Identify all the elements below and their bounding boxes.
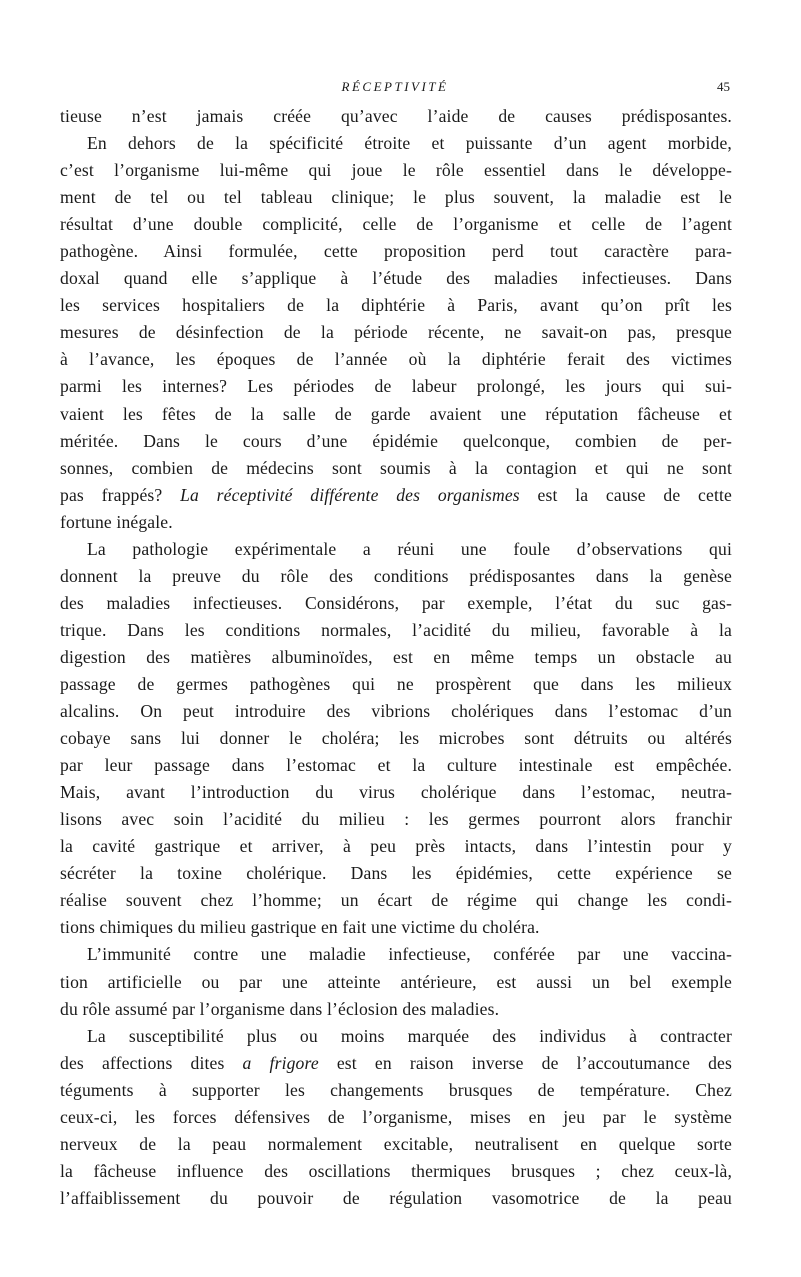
- text-line: c’est l’organisme lui-même qui joue le rôle essentiel dans le développe-: [60, 160, 732, 181]
- text-line: des maladies infectieuses. Considérons, par exemple, l’état du suc gas-: [60, 592, 732, 613]
- text-line: tion artificielle ou par une atteinte antérieure, est aussi un bel exemple: [60, 971, 732, 992]
- text-line: à l’avance, les époques de l’année où la diphtérie ferait des victimes: [60, 349, 732, 370]
- text-line: cobaye sans lui donner le choléra; les microbes sont détruits ou altérés: [60, 728, 732, 749]
- text-line: par leur passage dans l’estomac et la culture intestinale est empêchée.: [60, 755, 732, 776]
- text-line: parmi les internes? Les périodes de labeur prolongé, les jours qui sui-: [60, 376, 732, 397]
- text-line: sonnes, combien de médecins sont soumis à la contagion et qui ne sont: [60, 457, 732, 478]
- text-line: du rôle assumé par l’organisme dans l’éclosion des maladies.: [60, 998, 500, 1019]
- text-line: alcalins. On peut introduire des vibrions cholériques dans l’estomac d’un: [60, 701, 732, 722]
- text-run: est en raison inverse de l’accoutumance des: [318, 1052, 733, 1073]
- text-line: méritée. Dans le cours d’une épidémie quelconque, combien de per-: [60, 430, 732, 451]
- text-line: passage de germes pathogènes qui ne prospèrent que dans les milieux: [60, 673, 732, 694]
- text-line: La susceptibilité plus ou moins marquée des individus à contracter: [87, 1025, 732, 1046]
- text-line: lisons avec soin l’acidité du milieu : les germes pourront alors franchir: [60, 809, 732, 830]
- text-line: donnent la preuve du rôle des conditions prédisposantes dans la genèse: [60, 565, 732, 586]
- text-line: ceux-ci, les forces défensives de l’organisme, mises en jeu par le système: [60, 1106, 732, 1127]
- text-line: téguments à supporter les changements brusques de température. Chez: [60, 1079, 732, 1100]
- text-line: réalise souvent chez l’homme; un écart de régime qui change les condi-: [60, 890, 732, 911]
- text-line: digestion des matières albuminoïdes, est en même temps un obstacle au: [60, 646, 732, 667]
- page-number: 45: [717, 79, 730, 94]
- text-line: La pathologie expérimentale a réuni une foule d’observations qui: [87, 538, 732, 559]
- text-line: ment de tel ou tel tableau clinique; le plus souvent, la maladie est le: [60, 187, 732, 208]
- text-run: est la cause de cette: [519, 484, 732, 505]
- text-line: nerveux de la peau normalement excitable, neutralisent en quelque sorte: [60, 1133, 732, 1154]
- text-line: mesures de désinfection de la période récente, ne savait-on pas, presque: [60, 322, 732, 343]
- body-text: [60, 103, 732, 1212]
- text-line: vaient les fêtes de la salle de garde avaient une réputation fâcheuse et: [60, 403, 732, 424]
- text-line: tions chimiques du milieu gastrique en fait une victime du choléra.: [60, 917, 540, 938]
- text-line: L’immunité contre une maladie infectieuse, conférée par une vaccina-: [87, 944, 732, 965]
- text-line: fortune inégale.: [60, 511, 173, 532]
- italic-phrase: a frigore: [242, 1052, 319, 1073]
- text-line: doxal quand elle s’applique à l’étude des maladies infectieuses. Dans: [60, 268, 732, 289]
- text-line: Mais, avant l’introduction du virus cholérique dans l’estomac, neutra-: [60, 782, 732, 803]
- text-line: la fâcheuse influence des oscillations thermiques brusques ; chez ceux-là,: [60, 1160, 732, 1181]
- text-line: tieuse n’est jamais créée qu’avec l’aide de causes prédisposantes.: [60, 106, 732, 126]
- text-line: l’affaiblissement du pouvoir de régulation vasomotrice de la peau: [60, 1187, 732, 1208]
- text-line: pathogène. Ainsi formulée, cette proposition perd tout caractère para-: [60, 241, 732, 262]
- text-line: résultat d’une double complicité, celle de l’organisme et celle de l’agent: [60, 214, 732, 235]
- text-line: trique. Dans les conditions normales, l’acidité du milieu, favorable à la: [60, 619, 732, 640]
- text-line-with-italic: [60, 1050, 732, 1077]
- running-head: [60, 76, 730, 98]
- text-line: En dehors de la spécificité étroite et puissante d’un agent morbide,: [87, 133, 732, 154]
- text-run: pas frappés?: [60, 484, 181, 505]
- running-title: RÉCEPTIVITÉ: [341, 79, 449, 94]
- text-line: sécréter la toxine cholérique. Dans les épidémies, cette expérience se: [60, 863, 732, 884]
- italic-phrase: La réceptivité différente des organismes: [180, 484, 520, 505]
- text-line: la cavité gastrique et arriver, à peu près intacts, dans l’intestin pour y: [60, 836, 732, 857]
- text-line: les services hospitaliers de la diphtérie à Paris, avant qu’on prît les: [60, 295, 732, 316]
- text-line-with-italic: [60, 482, 732, 509]
- text-run: des affections dites: [60, 1052, 243, 1073]
